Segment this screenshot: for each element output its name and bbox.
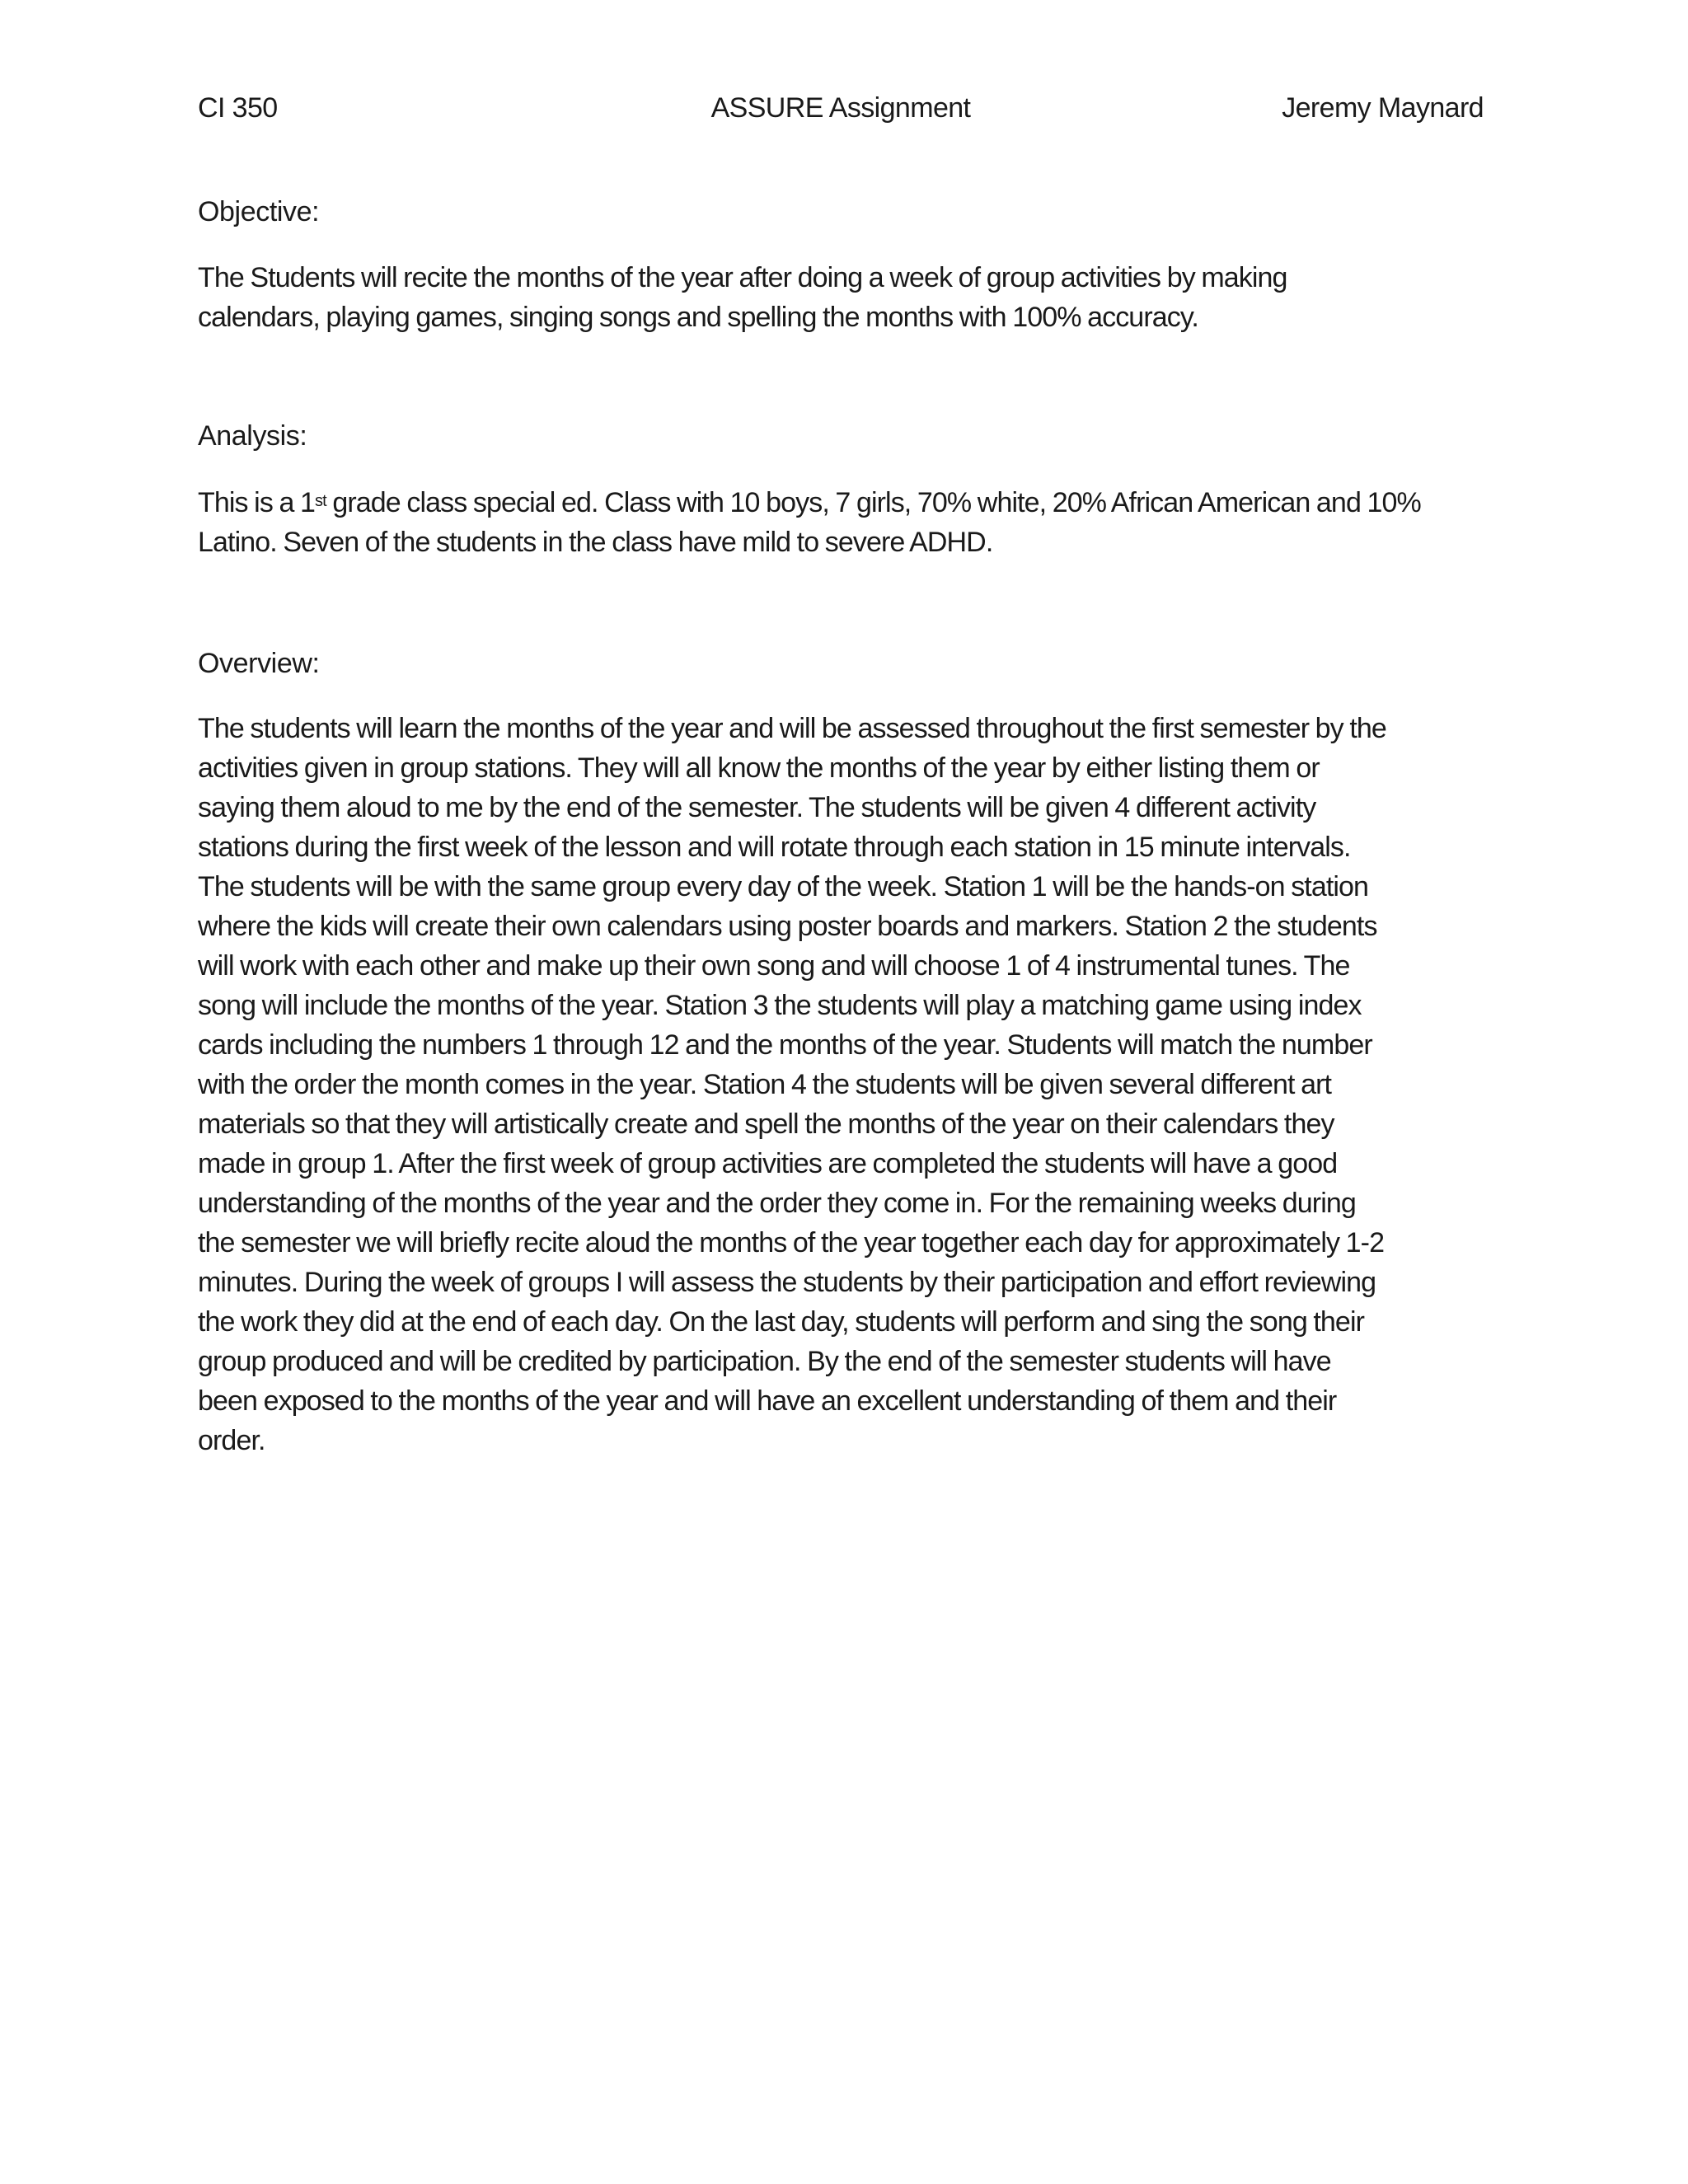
overview-line: with the order the month comes in the year. Station 4 the students will be given several different art [198,1069,1332,1100]
overview-line: will work with each other and make up their own song and will choose 1 of 4 instrumental tunes. The [198,950,1350,982]
analysis-heading: Analysis: [198,420,307,452]
overview-line: materials so that they will artistically create and spell the months of the year on their calendars they [198,1108,1334,1140]
overview-line: where the kids will create their own calendars using poster boards and markers. Station 2 the students [198,911,1377,942]
author-name: Jeremy Maynard [1282,92,1484,124]
overview-paragraph [198,709,1496,1460]
overview-line: cards including the numbers 1 through 12 and the months of the year. Students will match the number [198,1029,1372,1061]
overview-heading: Overview: [198,648,320,679]
overview-line: order. [198,1425,265,1456]
course-code: CI 350 [198,92,278,124]
page-header [198,92,1484,134]
overview-line: activities given in group stations. They will all know the months of the year by either listing them or [198,752,1320,784]
overview-line: stations during the first week of the lesson and will rotate through each station in 15 minute intervals. [198,832,1351,863]
overview-line: made in group 1. After the first week of group activities are completed the students will have a good [198,1148,1338,1179]
overview-line: been exposed to the months of the year and will have an excellent understanding of them and their [198,1385,1337,1417]
overview-line: the work they did at the end of each day. On the last day, students will perform and sing the song their [198,1306,1365,1338]
objective-heading: Objective: [198,196,320,227]
overview-line: The students will learn the months of the year and will be assessed throughout the first semester by the [198,713,1386,744]
analysis-line-start: This is a 1 [198,487,316,518]
overview-line: group produced and will be credited by participation. By the end of the semester students will have [198,1346,1331,1377]
overview-line: saying them aloud to me by the end of the semester. The students will be given 4 different activity [198,792,1316,823]
overview-line: The students will be with the same group every day of the week. Station 1 will be the hands-on station [198,871,1369,902]
document-title: ASSURE Assignment [710,92,971,124]
overview-line: the semester we will briefly recite aloud the months of the year together each day for approximately 1-2 [198,1227,1385,1258]
analysis-line-rest: grade class special ed. Class with 10 boys, 7 girls, 70% white, 20% African American and 10% [326,487,1421,518]
overview-line: understanding of the months of the year and the order they come in. For the remaining weeks during [198,1188,1356,1219]
analysis-line [198,483,1496,523]
objective-line: calendars, playing games, singing songs and spelling the months with 100% accuracy. [198,302,1198,333]
objective-paragraph [198,258,1496,337]
objective-line: The Students will recite the months of the year after doing a week of group activities by making [198,262,1287,293]
analysis-line: Latino. Seven of the students in the class have mild to severe ADHD. [198,527,993,558]
ordinal-suffix: st [315,492,326,510]
overview-line: minutes. During the week of groups I will assess the students by their participation and effort reviewing [198,1267,1376,1298]
analysis-paragraph [198,483,1496,562]
overview-line: song will include the months of the year. Station 3 the students will play a matching game using index [198,990,1362,1021]
